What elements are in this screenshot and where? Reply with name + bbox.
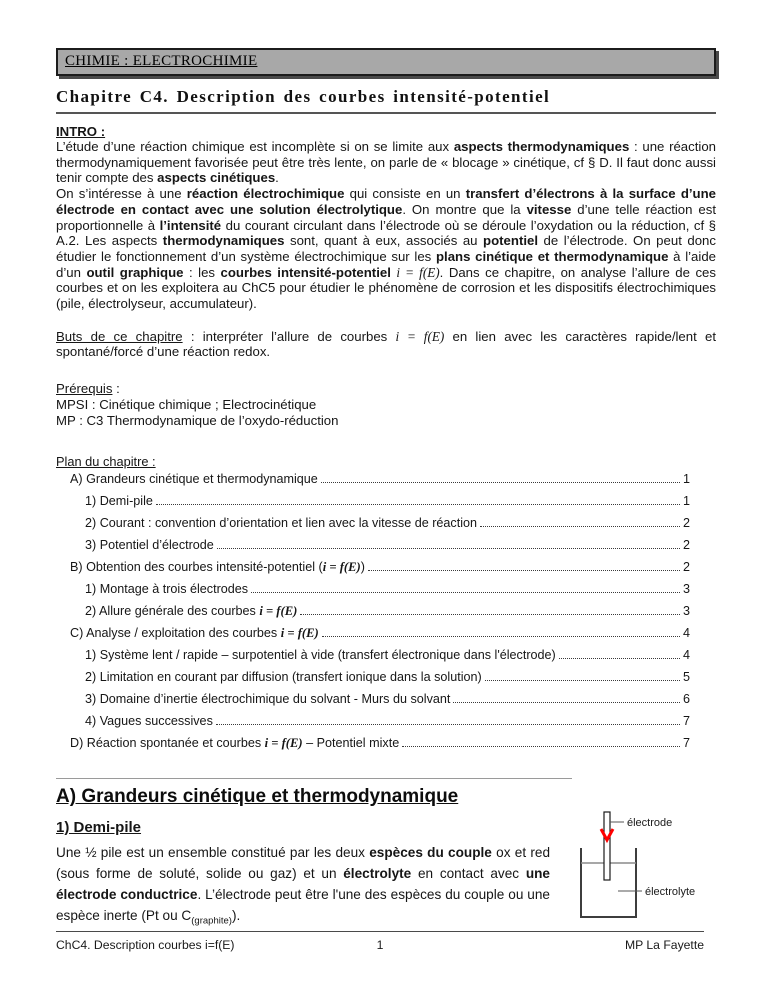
toc-entry-page: 2	[682, 538, 690, 553]
section-a-title: A) Grandeurs cinétique et thermodynamique	[56, 786, 459, 808]
toc-leader-dots	[559, 658, 680, 659]
toc-entry-label: 1) Système lent / rapide – surpotentiel à vide (transfert électronique dans l'électrode)	[85, 648, 556, 663]
toc-entry	[56, 736, 690, 758]
prerequisite-mp: MP : C3 Thermodynamique de l’oxydo-réduction	[56, 412, 339, 428]
chapter-title: Chapitre C4. Description des courbes intensité-potentiel	[56, 87, 716, 114]
toc-entry-label: 2) Limitation en courant par diffusion (transfert ionique dans la solution)	[85, 670, 482, 685]
chapter-goals: Buts de ce chapitre : interpréter l’allure de courbes i = f(E) en lien avec les caractères rapide/lent et spontané/forcé d’une réaction redox.	[56, 328, 716, 360]
toc-leader-dots	[485, 680, 680, 681]
toc-entry-page: 5	[682, 670, 690, 685]
toc-entry	[56, 670, 690, 692]
toc-entry-label: 2) Allure générale des courbes i = f(E)	[85, 604, 298, 619]
toc-entry-page: 3	[682, 582, 690, 597]
table-of-contents	[56, 472, 716, 758]
toc-leader-dots	[251, 592, 680, 593]
toc-entry-page: 4	[682, 648, 690, 663]
toc-entry-label: 2) Courant : convention d’orientation et lien avec la vitesse de réaction	[85, 516, 478, 531]
toc-leader-dots	[480, 526, 680, 527]
toc-entry-label: C) Analyse / exploitation des courbes i = f(E)	[70, 626, 319, 641]
toc-leader-dots	[217, 548, 680, 549]
prerequisites-label: Prérequis :	[56, 381, 120, 397]
toc-entry-page: 1	[682, 494, 690, 509]
footer-page-number: 1	[376, 938, 384, 952]
section-divider	[56, 778, 572, 779]
intro-label: INTRO :	[56, 124, 106, 139]
footer-right: MP La Fayette	[624, 938, 704, 952]
footer-left: ChC4. Description courbes i=f(E)	[56, 938, 235, 952]
toc-entry-page: 4	[682, 626, 690, 641]
toc-leader-dots	[300, 614, 680, 615]
toc-entry-page: 2	[682, 560, 690, 575]
toc-entry-label: D) Réaction spontanée et courbes i = f(E) – Potentiel mixte	[70, 736, 400, 751]
toc-entry-page: 6	[682, 692, 690, 707]
toc-entry-page: 1	[682, 472, 690, 487]
toc-entry	[56, 648, 690, 670]
prerequisite-mpsi: MPSI : Cinétique chimique ; Electrocinétique	[56, 396, 317, 412]
toc-entry	[56, 560, 690, 582]
toc-label: Plan du chapitre :	[56, 454, 156, 470]
page-footer	[56, 931, 704, 952]
intro-paragraph-2: On s’intéresse à une réaction électrochimique qui consiste en un transfert d’électrons à la surface d’une électrode en contact avec une solution électrolytique. On montre que la vitesse d’une telle réaction est proportionnelle à l’intensité du courant circulant dans l’électrode où se déroule l’oxydation ou la réduction, cf § A.2. Les aspects thermodynamiques sont, quant à eux, associés au potentiel de l’électrode. On peut donc étudier le fonctionnement d’un système électrochimique sur les plans cinétique et thermodynamique à l’aide d’un outil graphique : les courbes intensité-potentiel i = f(E). Dans ce chapitre, on analyse l’allure de ces courbes et on les exploitera au ChC5 pour étudier le phénomène de corrosion et les dispositifs électrochimiques (pile, électrolyseur, accumulateur).	[56, 186, 716, 312]
toc-leader-dots	[368, 570, 680, 571]
demi-pile-paragraph: Une ½ pile est un ensemble constitué par les deux espèces du couple ox et red (sous forme de soluté, solide ou gaz) et un électrolyte en contact avec une électrode conductrice. L’électrode peut être l'une des espèces du couple ou une espèce inerte (Pt ou $C_{(graphite)}$).	[56, 845, 551, 927]
toc-entry	[56, 538, 690, 560]
electrode-shape	[604, 812, 610, 880]
toc-entry	[56, 604, 690, 626]
toc-leader-dots	[216, 724, 680, 725]
half-cell-diagram	[576, 810, 766, 935]
subsection-demi-pile-title: 1) Demi-pile	[56, 819, 142, 837]
toc-entry	[56, 582, 690, 604]
toc-entry	[56, 494, 690, 516]
toc-leader-dots	[156, 504, 680, 505]
toc-entry-label: 1) Montage à trois électrodes	[85, 582, 249, 597]
toc-entry	[56, 516, 690, 538]
toc-entry-page: 3	[682, 604, 690, 619]
toc-leader-dots	[402, 746, 680, 747]
toc-entry-page: 2	[682, 516, 690, 531]
toc-entry-label: 3) Potentiel d’électrode	[85, 538, 214, 553]
electrolyte-label: électrolyte	[645, 886, 696, 898]
toc-entry-label: 1) Demi-pile	[85, 494, 153, 509]
toc-entry-label: 4) Vagues successives	[85, 714, 213, 729]
toc-entry-page: 7	[682, 736, 690, 751]
toc-entry	[56, 626, 690, 648]
toc-entry-label: A) Grandeurs cinétique et thermodynamique	[70, 472, 318, 487]
course-banner	[56, 48, 716, 76]
intro-paragraph-1: L’étude d’une réaction chimique est incomplète si on se limite aux aspects thermodynamiques : une réaction thermodynamiquement favorisée peut être très lente, on parle de « blocage » cinétique, cf § D. Il faut donc aussi tenir compte des aspects cinétiques.	[56, 139, 717, 186]
half-cell-svg	[576, 810, 766, 935]
toc-leader-dots	[453, 702, 680, 703]
toc-entry-label: B) Obtention des courbes intensité-potentiel (i = f(E))	[70, 560, 365, 575]
course-banner-text: CHIMIE : ELECTROCHIMIE	[65, 53, 258, 69]
electrode-label: électrode	[627, 817, 673, 829]
toc-entry-page: 7	[682, 714, 690, 729]
toc-entry	[56, 692, 690, 714]
toc-leader-dots	[322, 636, 680, 637]
toc-leader-dots	[321, 482, 680, 483]
toc-entry	[56, 714, 690, 736]
toc-entry	[56, 472, 690, 494]
toc-entry-label: 3) Domaine d’inertie électrochimique du solvant - Murs du solvant	[85, 692, 451, 707]
